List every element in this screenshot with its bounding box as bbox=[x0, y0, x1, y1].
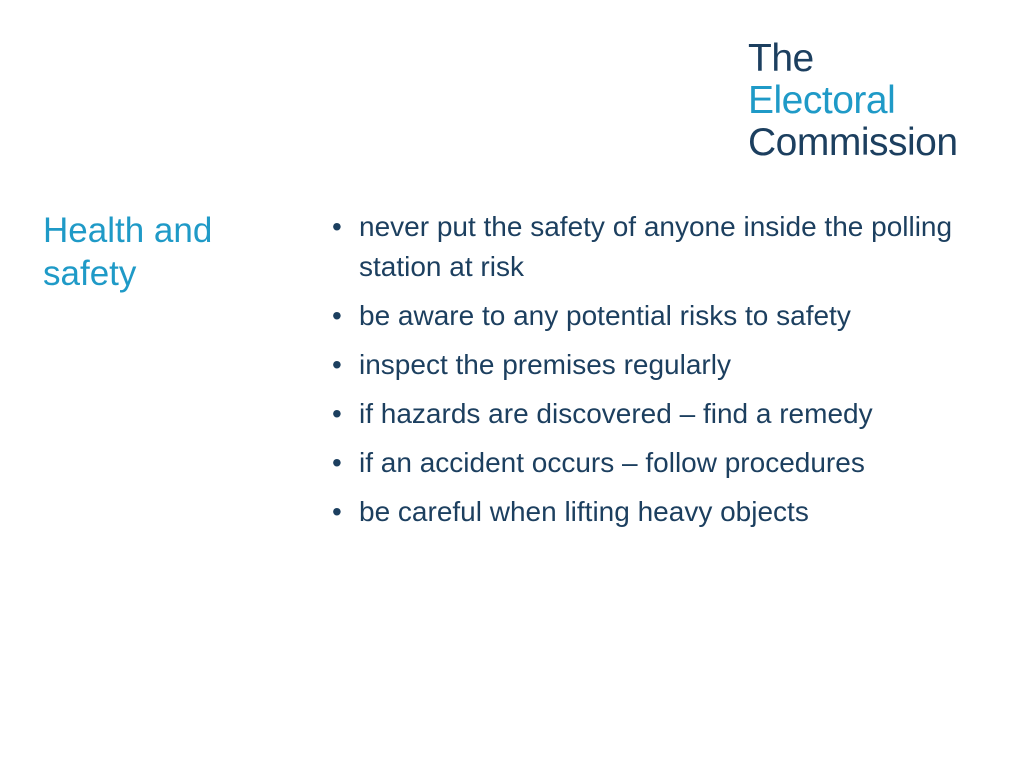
bullet-marker: • bbox=[332, 349, 342, 380]
bullet-item bbox=[332, 394, 1012, 434]
bullet-text: be careful when lifting heavy objects bbox=[359, 496, 809, 527]
logo-line-commission: Commission bbox=[748, 121, 958, 164]
bullet-marker: • bbox=[332, 300, 342, 331]
bullet-marker: • bbox=[332, 398, 342, 429]
bullet-item bbox=[332, 345, 1012, 385]
bullet-text: never put the safety of anyone inside the polling station at risk bbox=[359, 211, 953, 282]
bullet-list bbox=[332, 207, 1012, 541]
bullet-text: if hazards are discovered – find a remedy bbox=[359, 398, 873, 429]
bullet-item bbox=[332, 443, 1012, 483]
logo-line-electoral: Electoral bbox=[748, 79, 896, 122]
bullet-marker: • bbox=[332, 496, 342, 527]
bullet-text: if an accident occurs – follow procedures bbox=[359, 447, 865, 478]
bullet-marker: • bbox=[332, 447, 342, 478]
bullet-text: inspect the premises regularly bbox=[359, 349, 731, 380]
logo-line-the: The bbox=[748, 37, 814, 80]
bullet-text: be aware to any potential risks to safety bbox=[359, 300, 851, 331]
electoral-commission-logo bbox=[748, 38, 958, 164]
bullet-item bbox=[332, 296, 1012, 336]
bullet-item bbox=[332, 207, 1012, 287]
bullet-item bbox=[332, 492, 1012, 532]
slide-title: Health and safety bbox=[43, 211, 213, 293]
bullet-marker: • bbox=[332, 211, 342, 242]
